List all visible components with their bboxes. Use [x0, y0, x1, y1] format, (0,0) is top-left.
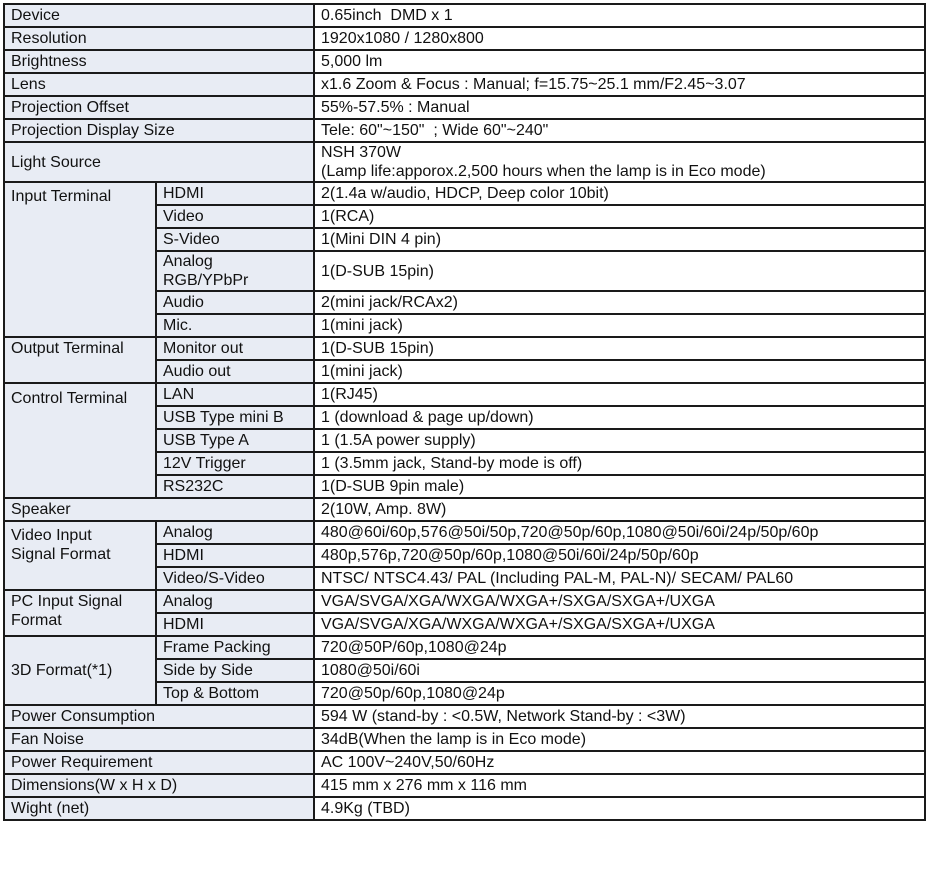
sub-label-line: RGB/YPbPr [163, 272, 249, 289]
sub-label: LAN [156, 383, 314, 406]
table-row [4, 636, 925, 659]
row-value: 1(D-SUB 9pin male) [314, 475, 925, 498]
sub-label: HDMI [156, 182, 314, 205]
row-label: Resolution [4, 27, 314, 50]
row-value: 1 (download & page up/down) [314, 406, 925, 429]
row-value: 720@50p/60p,1080@24p [314, 682, 925, 705]
row-value: Tele: 60"~150" ; Wide 60"~240" [314, 119, 925, 142]
row-label: Light Source [4, 142, 314, 182]
sub-label: Audio out [156, 360, 314, 383]
table-row [4, 590, 925, 613]
row-value: 1 (1.5A power supply) [314, 429, 925, 452]
row-value: VGA/SVGA/XGA/WXGA/WXGA+/SXGA/SXGA+/UXGA [314, 613, 925, 636]
row-value: 0.65inch DMD x 1 [314, 4, 925, 27]
row-label: Dimensions(W x H x D) [4, 774, 314, 797]
row-value: 2(mini jack/RCAx2) [314, 291, 925, 314]
sub-label: RS232C [156, 475, 314, 498]
row-label: Projection Display Size [4, 119, 314, 142]
row-value: 2(10W, Amp. 8W) [314, 498, 925, 521]
sub-label: Video/S-Video [156, 567, 314, 590]
row-label: Power Consumption [4, 705, 314, 728]
row-value: 594 W (stand-by : <0.5W, Network Stand-by : <3W) [314, 705, 925, 728]
group-label: Output Terminal [4, 337, 156, 383]
row-label: Power Requirement [4, 751, 314, 774]
table-row [4, 27, 925, 50]
table-row [4, 521, 925, 544]
row-value: 2(1.4a w/audio, HDCP, Deep color 10bit) [314, 182, 925, 205]
group-label [4, 590, 156, 636]
sub-label [156, 251, 314, 291]
row-value: VGA/SVGA/XGA/WXGA/WXGA+/SXGA/SXGA+/UXGA [314, 590, 925, 613]
table-row [4, 142, 925, 182]
row-value: 1(RCA) [314, 205, 925, 228]
group-label-line: Format [11, 612, 62, 629]
sub-label: Video [156, 205, 314, 228]
sub-label: Top & Bottom [156, 682, 314, 705]
row-value: 4.9Kg (TBD) [314, 797, 925, 820]
table-row [4, 705, 925, 728]
sub-label: Audio [156, 291, 314, 314]
row-value: 55%-57.5% : Manual [314, 96, 925, 119]
sub-label: Analog [156, 521, 314, 544]
table-row [4, 337, 925, 360]
row-value [314, 142, 925, 182]
table-row [4, 751, 925, 774]
group-label: 3D Format(*1) [4, 636, 156, 705]
sub-label: HDMI [156, 613, 314, 636]
sub-label: S-Video [156, 228, 314, 251]
table-row [4, 774, 925, 797]
row-label: Brightness [4, 50, 314, 73]
sub-label: 12V Trigger [156, 452, 314, 475]
row-label: Wight (net) [4, 797, 314, 820]
group-label-line: Video Input [11, 527, 92, 544]
row-value: 1(D-SUB 15pin) [314, 337, 925, 360]
row-value: AC 100V~240V,50/60Hz [314, 751, 925, 774]
value-line: (Lamp life:apporox.2,500 hours when the lamp is in Eco mode) [321, 163, 766, 180]
sub-label: Monitor out [156, 337, 314, 360]
group-label: Input Terminal [4, 182, 156, 337]
table-row [4, 728, 925, 751]
row-value: 415 mm x 276 mm x 116 mm [314, 774, 925, 797]
row-value: 720@50P/60p,1080@24p [314, 636, 925, 659]
row-value: 1(mini jack) [314, 360, 925, 383]
sub-label: Frame Packing [156, 636, 314, 659]
sub-label: Analog [156, 590, 314, 613]
group-label: Control Terminal [4, 383, 156, 498]
row-value: 1(mini jack) [314, 314, 925, 337]
table-row [4, 96, 925, 119]
row-value: 1(D-SUB 15pin) [314, 251, 925, 291]
sub-label: USB Type A [156, 429, 314, 452]
sub-label: Mic. [156, 314, 314, 337]
table-row [4, 50, 925, 73]
row-value: 1 (3.5mm jack, Stand-by mode is off) [314, 452, 925, 475]
table-row [4, 73, 925, 96]
sub-label-line: Analog [163, 253, 213, 270]
row-value: 1080@50i/60i [314, 659, 925, 682]
value-line: NSH 370W [321, 144, 402, 161]
group-label-line: Signal Format [11, 546, 111, 563]
table-row [4, 4, 925, 27]
table-row [4, 797, 925, 820]
row-label: Projection Offset [4, 96, 314, 119]
row-value: 5,000 lm [314, 50, 925, 73]
row-value: x1.6 Zoom & Focus : Manual; f=15.75~25.1 mm/F2.45~3.07 [314, 73, 925, 96]
table-row [4, 498, 925, 521]
row-value: 34dB(When the lamp is in Eco mode) [314, 728, 925, 751]
table-row [4, 182, 925, 205]
row-label: Fan Noise [4, 728, 314, 751]
sub-label: Side by Side [156, 659, 314, 682]
group-label-line: PC Input Signal [11, 593, 123, 610]
table-row [4, 383, 925, 406]
sub-label: HDMI [156, 544, 314, 567]
row-value: 1920x1080 / 1280x800 [314, 27, 925, 50]
spec-table [3, 3, 926, 821]
table-row [4, 119, 925, 142]
row-value: 1(Mini DIN 4 pin) [314, 228, 925, 251]
row-value: 480@60i/60p,576@50i/50p,720@50p/60p,1080@50i/60i/24p/50p/60p [314, 521, 925, 544]
sub-label: USB Type mini B [156, 406, 314, 429]
row-label: Lens [4, 73, 314, 96]
row-value: 1(RJ45) [314, 383, 925, 406]
row-label: Speaker [4, 498, 314, 521]
group-label [4, 521, 156, 590]
row-value: NTSC/ NTSC4.43/ PAL (Including PAL-M, PAL-N)/ SECAM/ PAL60 [314, 567, 925, 590]
row-label: Device [4, 4, 314, 27]
row-value: 480p,576p,720@50p/60p,1080@50i/60i/24p/50p/60p [314, 544, 925, 567]
